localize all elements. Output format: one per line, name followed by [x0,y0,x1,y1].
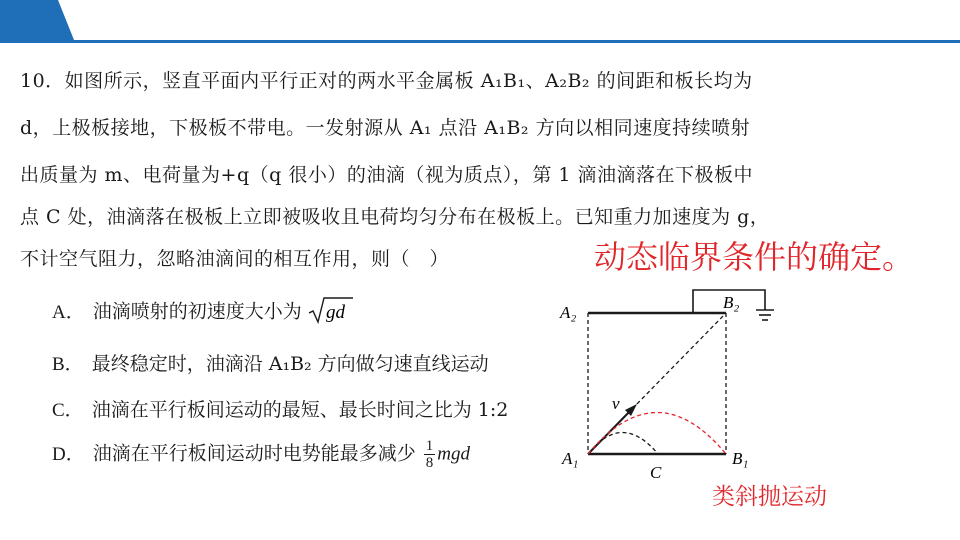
option-b-text: 最终稳定时，油滴沿 A₁B₂ 方向做匀速直线运动 [91,353,489,375]
option-b[interactable] [52,349,489,376]
question-line-1: 10．如图所示，竖直平面内平行正对的两水平金属板 A₁B₁、A₂B₂ 的间距和板长均为 [20,70,753,92]
ground-icon [756,310,774,320]
option-c-text: 油滴在平行板间运动的最短、最长时间之比为 1:2 [91,399,509,421]
header-bar [0,0,960,44]
label-b1: B₁ [732,449,749,468]
sqrt-content: gd [325,302,345,323]
option-d[interactable] [52,438,470,471]
option-d-tail: mgd [437,443,471,465]
question-line-3: 出质量为 m、电荷量为+q（q 很小）的油滴（视为质点），第 1 滴油滴落在下极板中 [20,164,754,186]
trajectory-to-b1 [588,413,726,455]
fraction-one-eighth [424,438,436,471]
motion-type-note: 类斜抛运动 [712,484,827,510]
label-v: v [612,394,620,413]
option-a-text: 油滴喷射的初速度大小为 [92,300,302,323]
sqrt-gd [308,296,354,329]
label-a1: A₁ [562,449,579,468]
capacitor-diagram [540,280,790,480]
label-c: C [650,463,662,480]
option-a[interactable] [52,296,354,329]
label-b2: B₂ [723,293,740,312]
question-line-5: 不计空气阻力，忽略油滴间的相互作用，则（ ） [20,248,450,270]
option-d-text: 油滴在平行板间运动时电势能最多减少 [92,442,416,465]
label-a2: A₂ [560,303,577,322]
option-d-key: D． [52,443,85,465]
question-line-2: d，上极板接地，下极板不带电。一发射源从 A₁ 点沿 A₁B₂ 方向以相同速度持续喷射 [20,117,751,139]
option-b-key: B． [52,354,84,375]
option-c-key: C． [52,400,84,421]
option-c[interactable] [52,395,508,422]
option-a-key: A． [52,301,85,323]
critical-condition-note: 动态临界条件的确定。 [594,238,915,276]
fraction-numerator: 1 [425,438,434,454]
fraction-denominator: 8 [425,455,434,471]
question-line-4: 点 C 处，油滴落在极板上立即被吸收且电荷均匀分布在极板上。已知重力加速度为 g， [20,206,770,228]
